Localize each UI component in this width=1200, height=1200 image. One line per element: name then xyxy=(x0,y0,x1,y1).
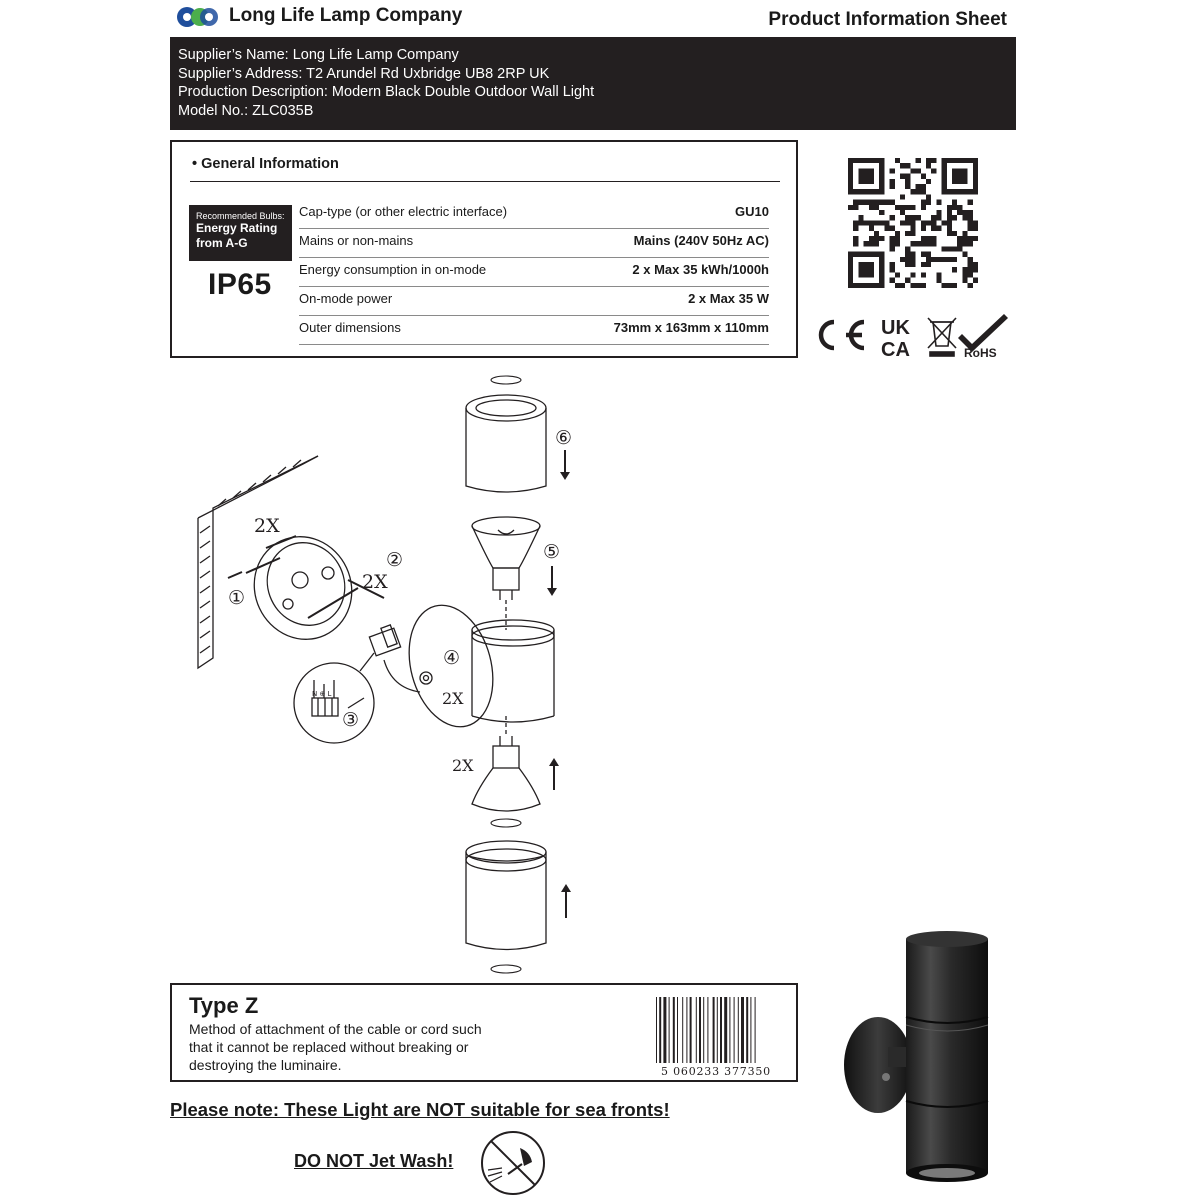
general-information-box xyxy=(170,140,798,358)
wall-bracket-illustration xyxy=(238,521,369,656)
sea-front-warning: Please note: These Light are NOT suitable for sea fronts! xyxy=(170,1099,670,1120)
terminal-label: N ⊕ L xyxy=(312,690,332,698)
spec-value: 73mm x 163mm x 110mm xyxy=(613,320,769,335)
rohs-check-icon xyxy=(958,314,1008,360)
quantity-label: 2X xyxy=(362,571,388,593)
energy-rating-badge xyxy=(189,205,292,261)
quantity-label: 2X xyxy=(254,515,280,537)
jet-wash-warning: DO NOT Jet Wash! xyxy=(294,1151,454,1171)
spec-value: GU10 xyxy=(735,204,769,219)
top-bulb-illustration xyxy=(472,517,540,600)
qr-code-icon[interactable] xyxy=(848,158,978,288)
spec-value: 2 x Max 35 kWh/1000h xyxy=(632,262,769,277)
wiring-detail-illustration xyxy=(294,653,374,743)
spec-label: Mains or non-mains xyxy=(299,233,414,248)
bottom-cover-illustration xyxy=(466,841,546,950)
step-2-label: ② xyxy=(386,549,404,571)
ukca-uk-text: UK xyxy=(881,317,910,339)
spec-row-dimensions xyxy=(299,316,769,345)
bottom-bulb-illustration xyxy=(472,736,540,811)
product-description: Production Description: Modern Black Double Outdoor Wall Light xyxy=(178,84,595,100)
ukca-ca-text: CA xyxy=(881,339,910,360)
spec-label: Cap-type (or other electric interface) xyxy=(299,204,508,219)
direction-arrow-icon xyxy=(547,450,571,918)
step-1-label: ① xyxy=(228,587,246,609)
spec-value: 2 x Max 35 W xyxy=(688,291,769,306)
type-description xyxy=(189,1020,519,1074)
installation-diagram xyxy=(188,368,608,980)
quantity-label: 2X xyxy=(452,756,474,775)
barcode xyxy=(652,995,780,1077)
supplier-name: Supplier’s Name: Long Life Lamp Company xyxy=(178,47,459,63)
step-6-label: ⑥ xyxy=(555,427,573,449)
step-3-label: ③ xyxy=(342,709,360,731)
step-4-label: ④ xyxy=(443,647,461,669)
general-information-heading: • General Information xyxy=(192,156,339,172)
type-description-line: Method of attachment of the cable or cord such xyxy=(189,1021,482,1037)
supplier-address: Supplier’s Address: T2 Arundel Rd Uxbridge UB8 2RP UK xyxy=(178,65,550,82)
no-jet-wash-icon xyxy=(480,1130,546,1196)
spec-row-cap-type xyxy=(299,200,769,229)
type-title: Type Z xyxy=(189,993,259,1018)
rotate-arrow-icon xyxy=(491,376,521,973)
terminal-block-illustration xyxy=(369,625,420,692)
rohs-text: RoHS xyxy=(964,346,997,360)
badge-line-2: from A-G xyxy=(196,236,248,250)
spec-row-energy xyxy=(299,258,769,287)
logo-mark-icon xyxy=(176,6,220,28)
badge-line-1: Energy Rating xyxy=(196,221,278,235)
screw-illustration xyxy=(228,536,384,618)
weee-bin-icon xyxy=(928,318,956,356)
certification-marks xyxy=(812,310,1022,360)
company-name: Long Life Lamp Company xyxy=(229,5,463,26)
quantity-label: 2X xyxy=(442,689,464,708)
spec-label: Energy consumption in on-mode xyxy=(299,262,487,277)
heading-divider xyxy=(190,181,780,182)
spec-label: On-mode power xyxy=(299,291,393,306)
spec-row-mains xyxy=(299,229,769,258)
spec-table xyxy=(299,200,769,345)
ip-rating: IP65 xyxy=(208,268,272,301)
light-body-illustration xyxy=(396,596,554,736)
model-number: Model No.: ZLC035B xyxy=(178,102,314,119)
type-description-line: destroying the luminaire. xyxy=(189,1057,342,1073)
ce-mark-icon xyxy=(821,322,864,348)
spec-label: Outer dimensions xyxy=(299,320,401,335)
type-description-line: that it cannot be replaced without breaking or xyxy=(189,1039,469,1055)
wall-illustration xyxy=(198,456,318,668)
top-cover-illustration xyxy=(466,395,546,492)
supplier-info-bar xyxy=(170,37,1016,130)
barcode-number: 5 060233 377350 xyxy=(661,1065,771,1077)
company-logo xyxy=(176,2,506,30)
spec-row-power xyxy=(299,287,769,316)
sheet-title: Product Information Sheet xyxy=(768,9,1007,30)
product-photo xyxy=(838,925,1038,1185)
spec-value: Mains (240V 50Hz AC) xyxy=(633,233,769,248)
badge-small-text: Recommended Bulbs: xyxy=(196,211,285,221)
step-5-label: ⑤ xyxy=(543,541,561,563)
type-z-box xyxy=(170,983,798,1082)
